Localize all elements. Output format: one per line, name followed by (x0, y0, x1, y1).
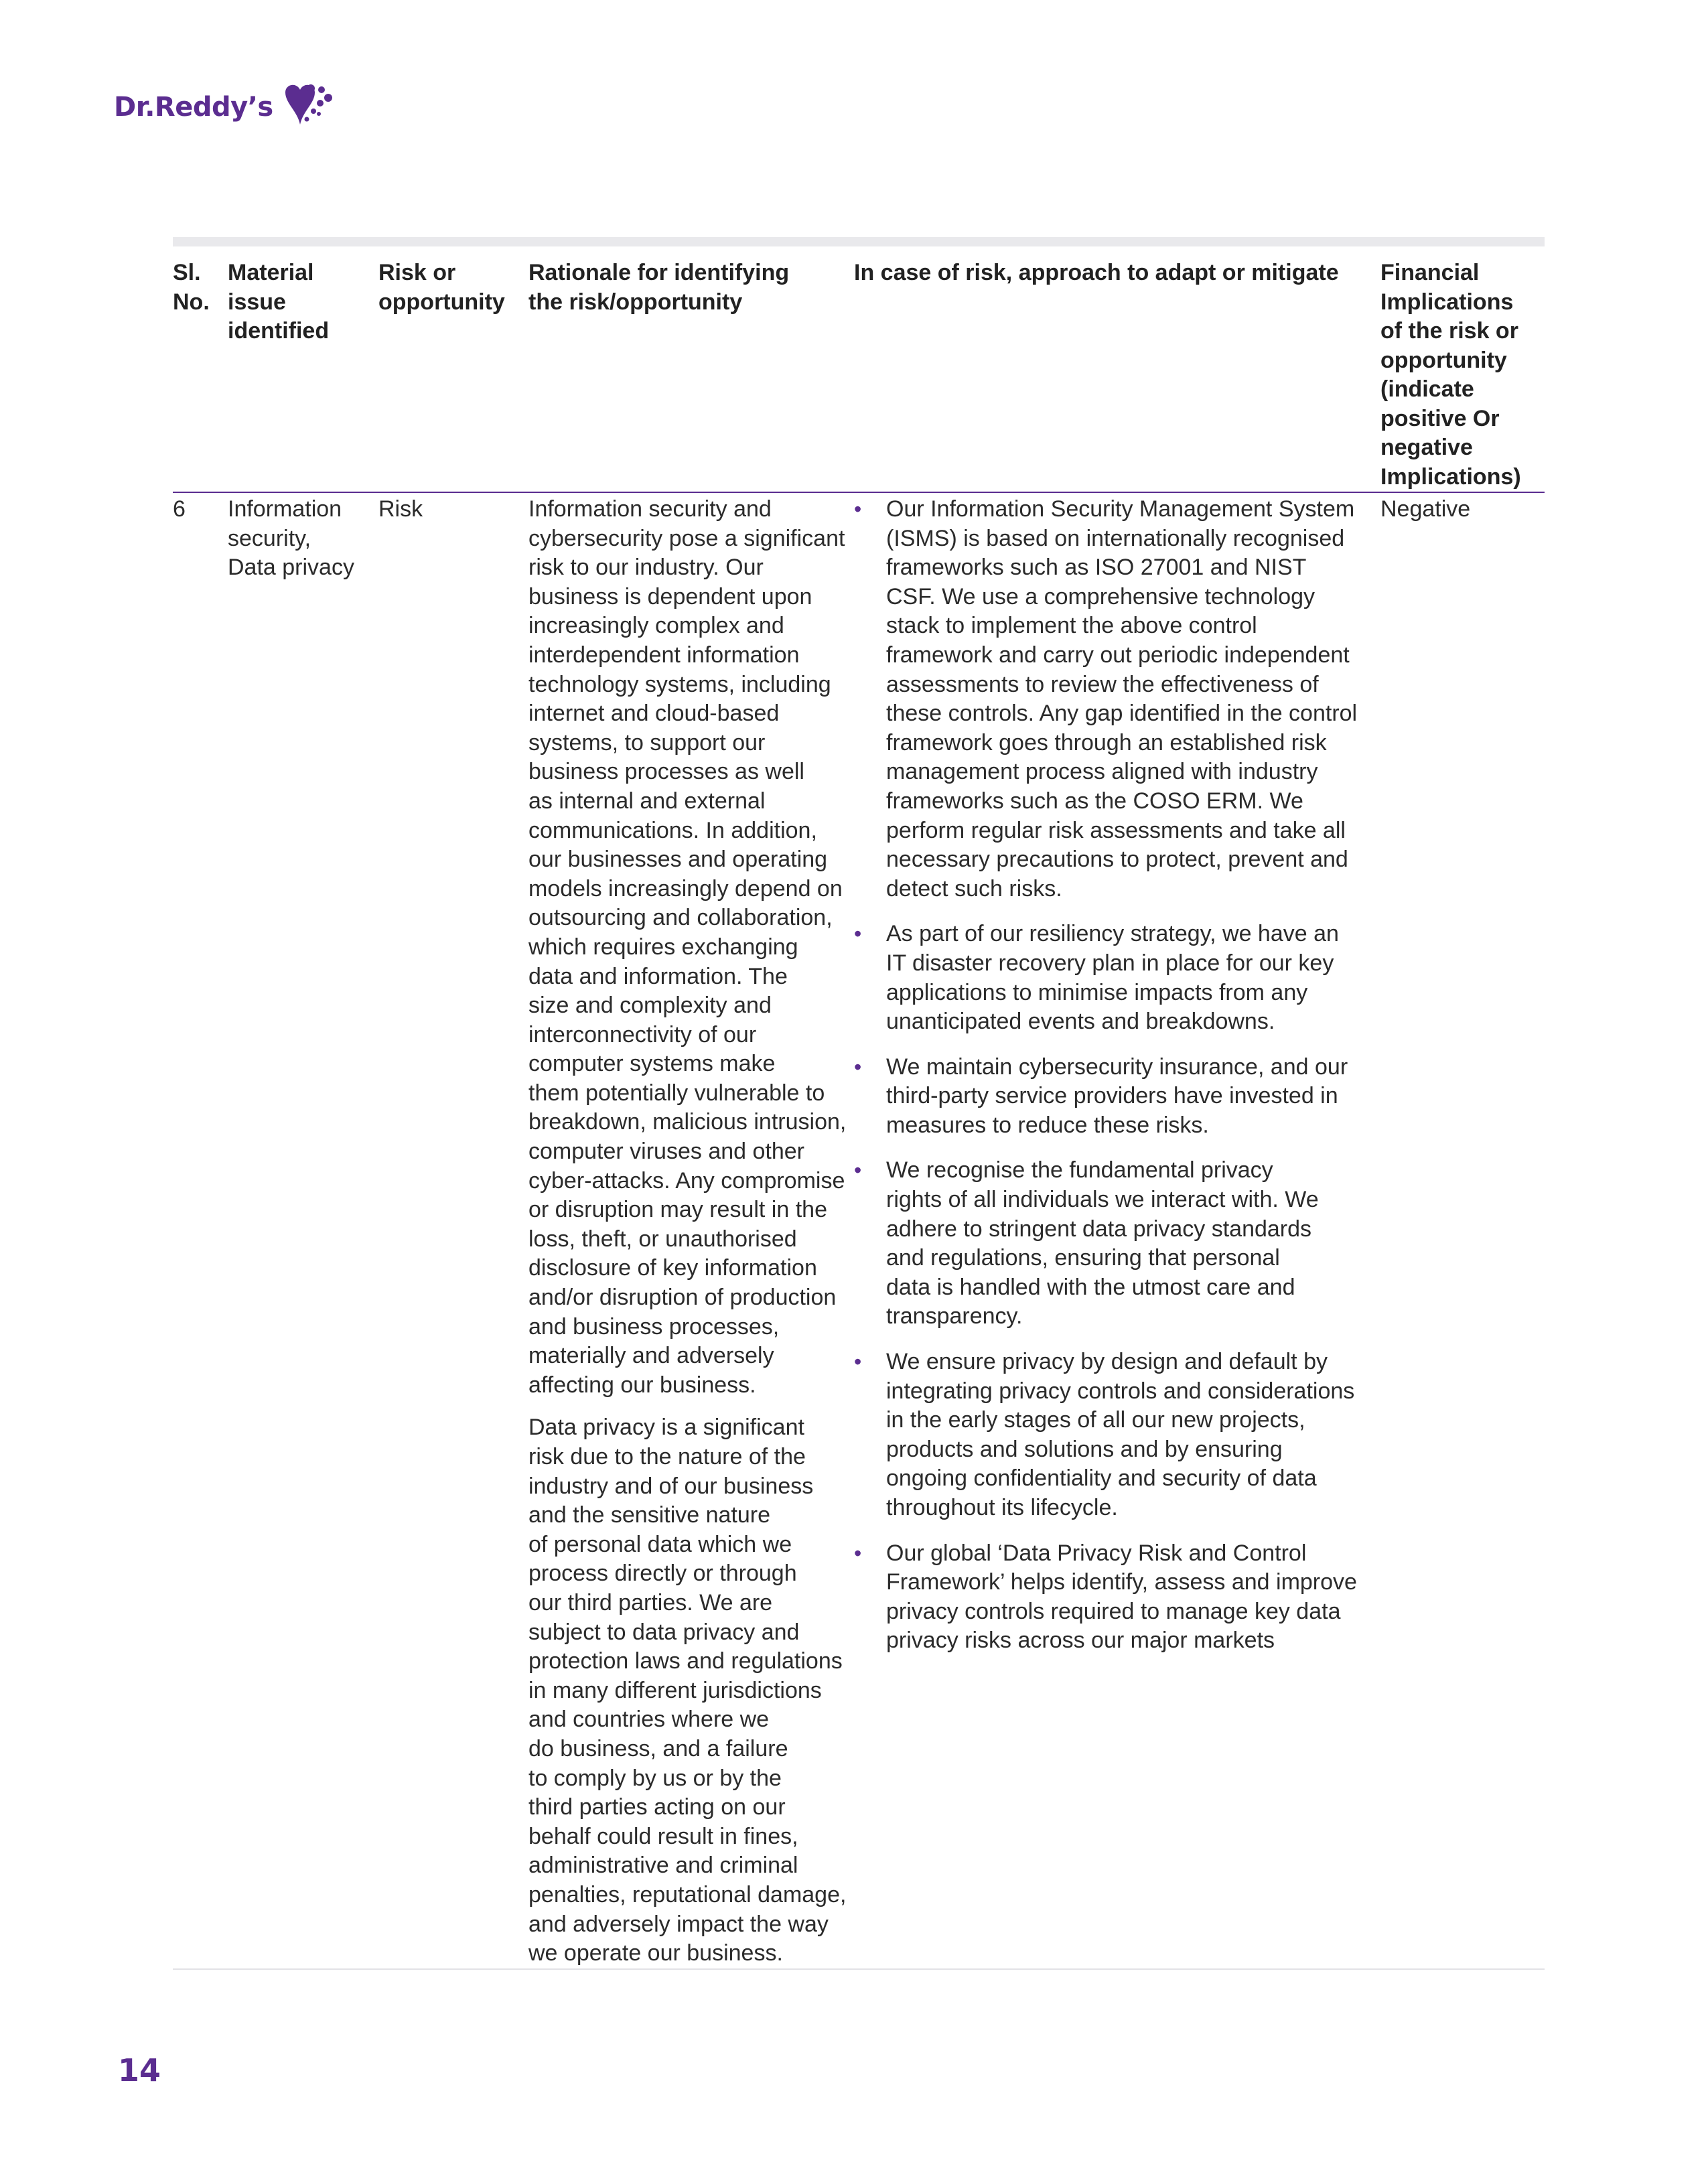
page-number: 14 (118, 2052, 161, 2088)
cell-approach (854, 492, 1380, 1969)
header-sl-no: Sl. No. (173, 260, 210, 315)
company-logo (114, 83, 336, 131)
header-material-issue: Material issue identified (228, 260, 330, 344)
approach-bullet-disaster-recovery: • As part of our resiliency strategy, we have an IT disaster recovery plan in place for our key applications to minimise impacts from any unanticipated events and breakdowns. (886, 920, 1380, 1036)
table-header-row (173, 242, 1545, 492)
material-issues-table (173, 237, 1545, 1970)
approach-bullet-insurance: • We maintain cybersecurity insurance, and our third-party service providers have invested in measures to reduce these risks. (886, 1053, 1380, 1141)
header-risk-or-opportunity: Risk or opportunity (378, 260, 505, 315)
approach-bullet-isms: • Our Information Security Management System (ISMS) is based on internationally recognised frameworks such as ISO 27001 and NIST CSF. We use a comprehensive technology stack to implement the above control framework and carry out periodic independent assessments to review the effectiveness of these controls. Any gap identified in the control framework goes through an established risk management process aligned with industry frameworks such as the COSO ERM. We perform regular risk assessments and take all necessary precautions to protect, prevent and detect such risks. (886, 495, 1380, 904)
cell-risk-or-opportunity: Risk (378, 496, 423, 522)
cell-rationale (528, 492, 854, 1969)
table-row (173, 492, 1545, 1969)
approach-bullet-privacy-framework: • Our global ‘Data Privacy Risk and Control Framework’ helps identify, assess and improve privacy controls required to manage key data privacy risks across our major markets (886, 1539, 1380, 1656)
cell-material-issue: Information security, Data privacy (228, 496, 354, 581)
rationale-paragraph-privacy: Data privacy is a significant risk due to the nature of the industry and of our business and the sensitive nature of personal data which we process directly or through our third parties. We are subject to data privacy and protection laws and regulations in many different jurisdictions and countries where we do business, and a failure to comply by us or by the third parties acting on our behalf could result in fines, administrative and criminal penalties, reputational damage, and adversely impact the way we operate our business. (528, 1415, 847, 1966)
cell-sl-no: 6 (173, 496, 186, 522)
cell-financial-implications: Negative (1380, 496, 1471, 522)
approach-bullet-privacy-by-design: • We ensure privacy by design and default by integrating privacy controls and considerations in the early stages of all our new projects, products and solutions and by ensuring ongoing confidentiality and security of data throughout its lifecycle. (886, 1348, 1380, 1523)
rationale-paragraph-security: Information security and cybersecurity pose a significant risk to our industry. Our business is dependent upon increasingly complex and interdependent information technology systems, including internet and cloud-based systems, to support our business processes as well as internal and external communications. In addition, our businesses and operating models increasingly depend on outsourcing and collaboration, which requires exchanging data and information. The size and complexity and interconnectivity of our computer systems make them potentially vulnerable to breakdown, malicious intrusion, computer viruses and other cyber-attacks. Any compromise or disruption may result in the loss, theft, or unauthorised disclosure of key information and/or disruption of production and business processes, materially and adversely affecting our business. (528, 496, 847, 1398)
header-financial-implications: Financial Implications of the risk or opportunity (indicate positive Or negative Implications) (1380, 260, 1521, 490)
logo-heart-icon (280, 83, 336, 131)
approach-bullet-list (854, 495, 1380, 1656)
header-rationale: Rationale for identifying the risk/opportunity (528, 260, 790, 315)
header-approach: In case of risk, approach to adapt or mitigate (854, 260, 1339, 285)
logo-wordmark: Dr.Reddy’s (114, 92, 273, 123)
approach-bullet-privacy-rights: • We recognise the fundamental privacy rights of all individuals we interact with. We adhere to stringent data privacy standards and regulations, ensuring that personal data is handled with the utmost care and transparency. (886, 1156, 1380, 1331)
